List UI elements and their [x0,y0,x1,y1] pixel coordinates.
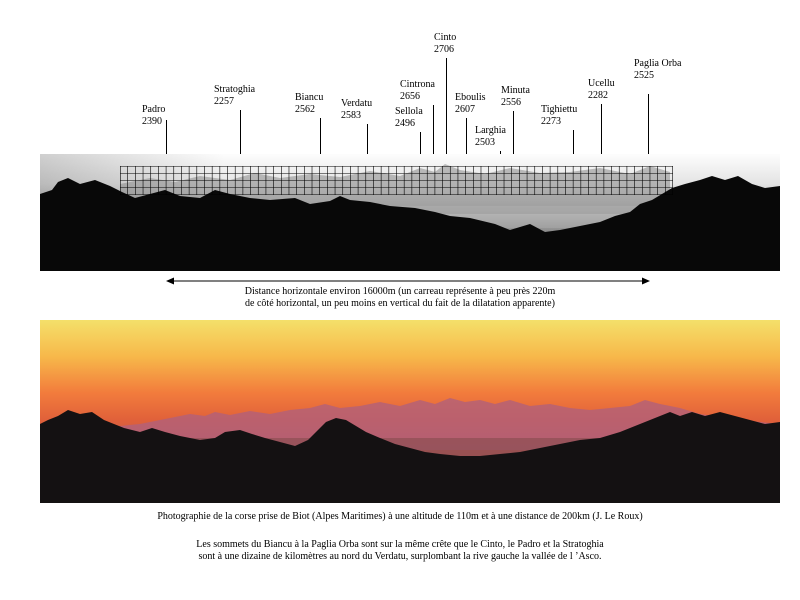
peak-label: Sellola 2496 [395,106,423,129]
peak-label: Biancu 2562 [295,92,324,115]
peak-leader-line [446,58,447,167]
peak-label: Cinto 2706 [434,32,457,55]
peak-label: Minuta 2556 [501,85,530,108]
note-line2: sont à une dizaine de kilomètres au nord du Verdatu, surplombant la rive gauche la vallée de l ’Asco. [198,551,602,562]
peak-label: Tighiettu 2273 [541,104,578,127]
distance-caption [0,286,800,310]
distance-arrow [166,276,650,286]
peak-label: Larghia 2503 [475,125,506,148]
peak-label: Eboulis 2607 [455,92,486,115]
peak-label: Stratoghia 2257 [214,84,256,107]
distance-caption-line2: de côté horizontal, un peu moins en vertical du fait de la dilatation apparente) [245,298,555,309]
peak-label: Paglia Orba 2525 [634,58,682,81]
peak-label: Ucellu 2282 [588,78,615,101]
peak-label: Verdatu 2583 [341,98,373,121]
measurement-grid [120,166,673,195]
note-text [0,539,800,563]
note-line1: Les sommets du Biancu à la Paglia Orba sont sur la même crête que le Cinto, le Padro et la Stratoghia [196,539,604,550]
photo-caption: Photographie de la corse prise de Biot (Alpes Maritimes) à une altitude de 110m et à une distance de 200km (J. Le Roux) [157,511,643,522]
distance-caption-line1: Distance horizontale environ 16000m (un carreau représente à peu près 220m [244,286,556,297]
color-sunset-photo [40,320,780,503]
peak-label: Cintrona 2656 [400,79,435,102]
peak-label: Padro 2390 [142,104,166,127]
